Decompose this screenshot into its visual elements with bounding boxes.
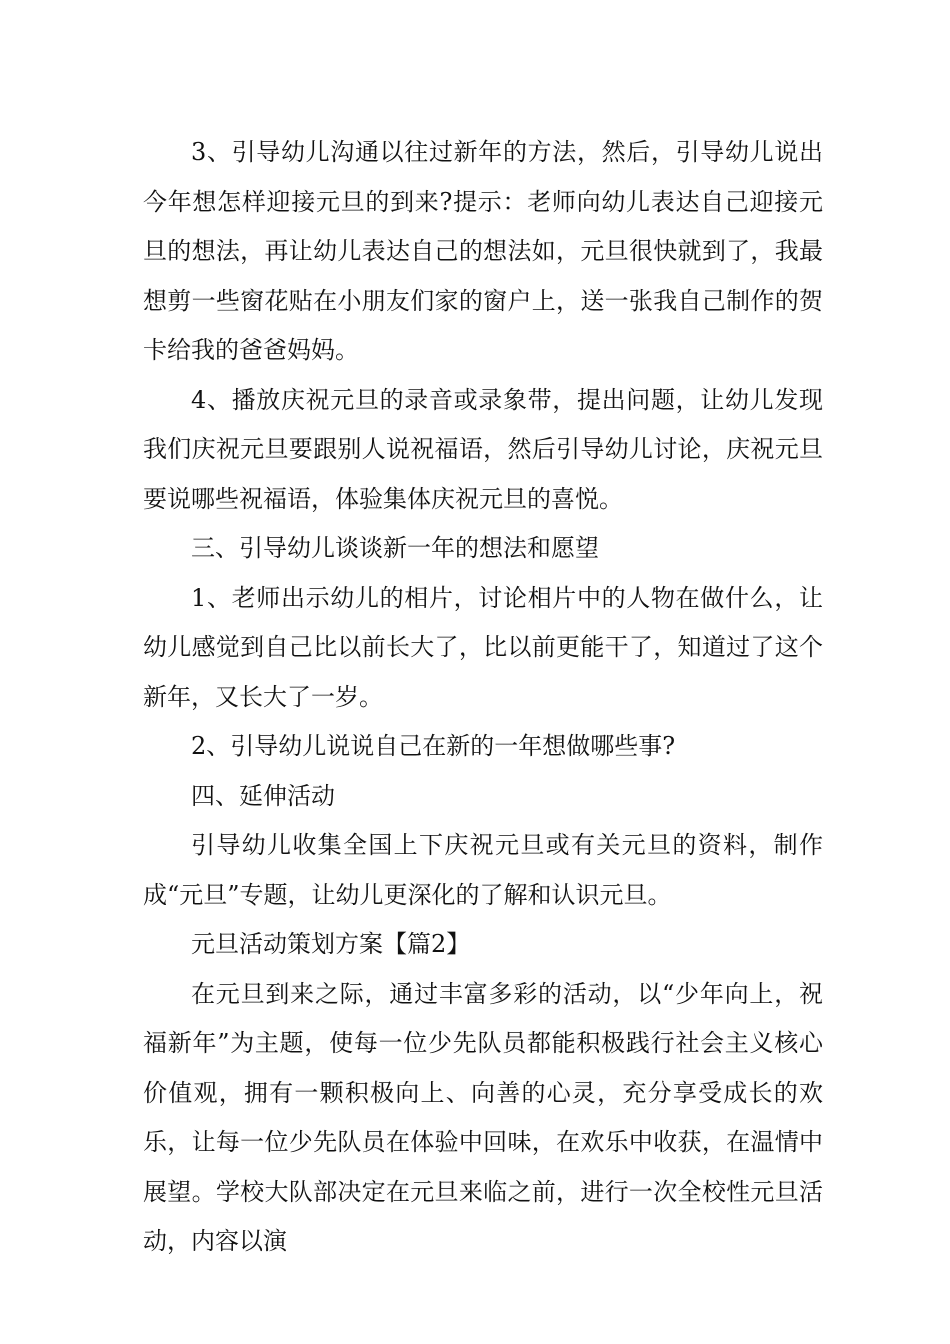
article-title-part-2: 元旦活动策划方案【篇2】	[191, 930, 471, 958]
paragraph-intro-part-2: 在元旦到来之际，通过丰富多彩的活动，以“少年向上，祝福新年”为主题，使每一位少先队员都能积极践行社会主义核心价值观，拥有一颗积极向上、向善的心灵，充分享受成长的欢乐，让每一位少先队员在体验中回味，在欢乐中收获，在温情中展望。学校大队部决定在元旦来临之前，进行一次全校性元旦活动，内容以演	[143, 979, 823, 1255]
document-body	[143, 128, 823, 1267]
paragraph-extension: 引导幼儿收集全国上下庆祝元旦或有关元旦的资料，制作成“元旦”专题，让幼儿更深化的了解和认识元旦。	[143, 831, 823, 909]
section-heading-3: 三、引导幼儿谈谈新一年的想法和愿望	[191, 534, 599, 562]
paragraph-step-4: 4、播放庆祝元旦的录音或录象带，提出问题，让幼儿发现我们庆祝元旦要跟别人说祝福语，然后引导幼儿讨论，庆祝元旦要说哪些祝福语，体验集体庆祝元旦的喜悦。	[143, 385, 823, 513]
section-heading-4: 四、延伸活动	[191, 781, 335, 810]
paragraph-step-1: 1、老师出示幼儿的相片，讨论相片中的人物在做什么，让幼儿感觉到自己比以前长大了，比以前更能干了，知道过了这个新年，又长大了一岁。	[143, 583, 823, 711]
paragraph-step-2: 2、引导幼儿说说自己在新的一年想做哪些事?	[191, 732, 676, 760]
paragraph-step-3: 3、引导幼儿沟通以往过新年的方法，然后，引导幼儿说出今年想怎样迎接元旦的到来?提示：老师向幼儿表达自己迎接元旦的想法，再让幼儿表达自己的想法如，元旦很快就到了，我最想剪一些窗花贴在小朋友们家的窗户上，送一张我自己制作的贺卡给我的爸爸妈妈。	[143, 138, 823, 364]
